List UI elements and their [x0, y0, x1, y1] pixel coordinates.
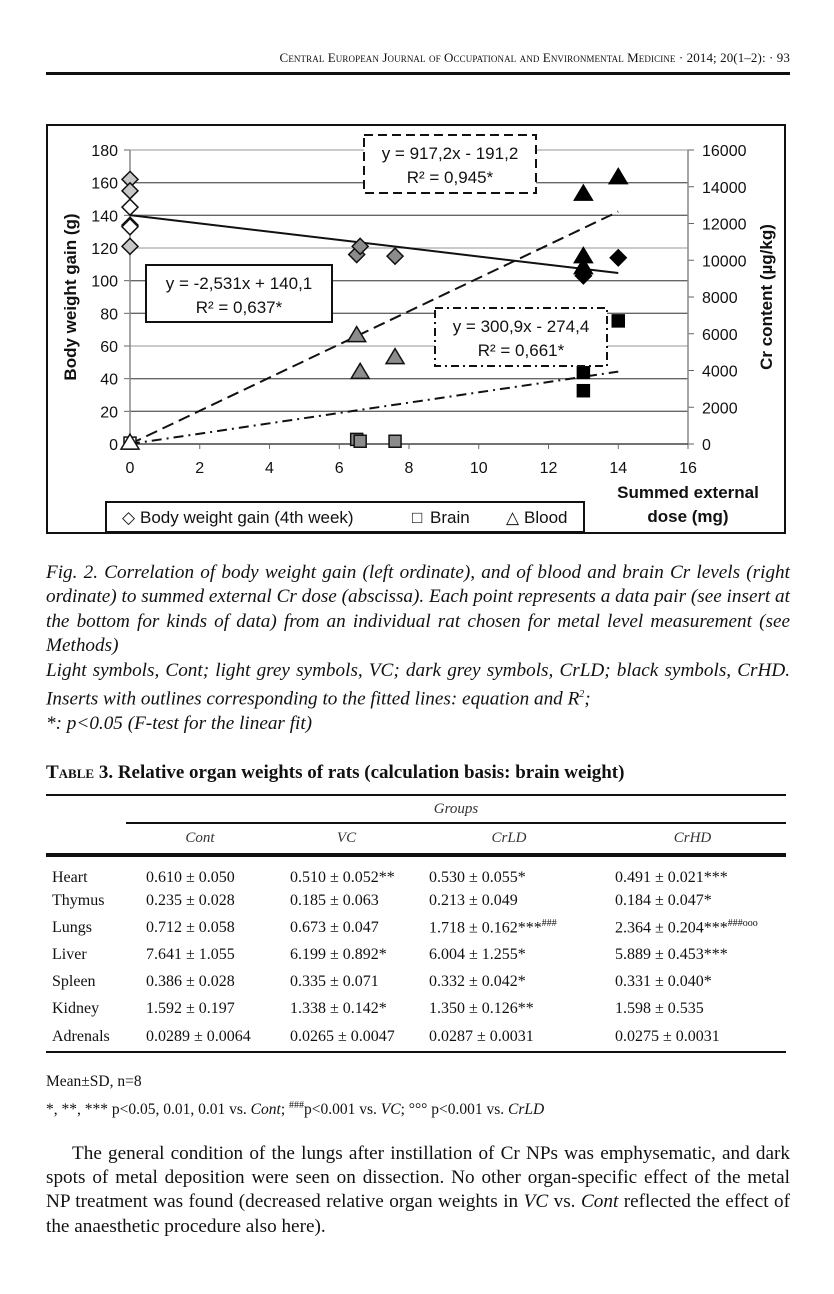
- cell-value: 0.332 ± 0.042*: [429, 972, 526, 990]
- legend-label: Body weight gain (4th week): [140, 508, 354, 527]
- scatter-chart: [48, 126, 784, 532]
- table-cell: [419, 914, 599, 941]
- data-point-brain: [389, 435, 401, 447]
- caption-symbols-text: Light symbols, Cont; light grey symbols, VC; dark grey symbols, CrLD; black symbols, CrHD. Inserts with outlines corresponding to the fitted lines: equation and R: [46, 659, 790, 710]
- table-cell: [126, 914, 274, 941]
- body-fit-label-r2: R² = 0,637*: [195, 298, 283, 317]
- y-left-tick-label: 40: [100, 371, 118, 389]
- legend-symbol-icon: ◇: [122, 508, 136, 527]
- legend-label: Blood: [524, 508, 568, 527]
- table-row: [46, 855, 786, 887]
- cell-value: 0.0289 ± 0.0064: [146, 1027, 251, 1045]
- table-cell: [419, 1022, 599, 1052]
- column-header-crhd: CrHD: [673, 830, 712, 846]
- x-tick-label: 6: [334, 460, 344, 477]
- data-point-brain: [577, 385, 589, 397]
- table-cell: [599, 855, 786, 887]
- note-text: p<0.001 vs.: [304, 1101, 381, 1119]
- table-cell: [419, 941, 599, 968]
- cell-value: 1.598 ± 0.535: [615, 999, 704, 1017]
- table-cell: [126, 887, 274, 914]
- y-left-tick-label: 180: [91, 143, 118, 160]
- cell-value: 0.712 ± 0.058: [146, 918, 235, 936]
- y-right-tick-label: 8000: [702, 290, 738, 307]
- blood-fit-label-equation: y = 917,2x - 191,2: [381, 144, 519, 163]
- cell-value: 7.641 ± 1.055: [146, 945, 235, 963]
- figure-2: [46, 124, 786, 534]
- table-cell: [126, 995, 274, 1022]
- table-cell: [126, 941, 274, 968]
- cell-value: 0.184 ± 0.047*: [615, 891, 712, 909]
- cell-value: 0.673 ± 0.047: [290, 918, 379, 936]
- table-cell: [599, 941, 786, 968]
- note-mean-sd: Mean±SD, n=8: [46, 1073, 142, 1090]
- x-tick-label: 2: [195, 460, 205, 477]
- table-cell: [126, 1022, 274, 1052]
- x-tick-label: 4: [265, 460, 274, 477]
- table-row: [46, 968, 786, 995]
- text: reflected the effect of the anaesthetic procedure also here).: [46, 1191, 791, 1237]
- table-cell: [274, 968, 419, 995]
- y-right-tick-label: 14000: [702, 179, 747, 197]
- note-vc: VC: [380, 1101, 401, 1119]
- cell-value: 0.213 ± 0.049: [429, 891, 518, 909]
- body-paragraph: [46, 1142, 790, 1239]
- y-left-axis-label: Body weight gain (g): [61, 213, 80, 381]
- cell-value: 0.491 ± 0.021***: [615, 869, 728, 886]
- table-cell: [599, 887, 786, 914]
- caption-semicolon: ;: [584, 688, 591, 710]
- table-cell: [599, 1022, 786, 1052]
- cell-value: 1.718 ± 0.162***: [429, 919, 542, 937]
- table-label: Table 3.: [46, 762, 114, 783]
- text-vc: VC: [523, 1191, 549, 1213]
- caption-sup: 2: [579, 689, 585, 701]
- y-right-tick-label: 2000: [702, 400, 738, 418]
- header-rule: [46, 72, 790, 75]
- text: The general condition of the lungs after instillation of Cr NPs was emphysematic, and dark spots of metal deposition were seen on dissection. No other organ-specific effect of the metal NP treatment was found (decreased relative organ weights in: [46, 1143, 790, 1213]
- caption-significance: *: p<0.05 (F-test for the linear fit): [46, 712, 313, 734]
- y-left-tick-label: 120: [91, 241, 118, 258]
- note-text: ;: [280, 1101, 289, 1119]
- y-right-tick-label: 12000: [702, 216, 747, 234]
- organ-name: Adrenals: [52, 1027, 110, 1045]
- table-cell: [419, 968, 599, 995]
- cell-value: 0.610 ± 0.050: [146, 869, 235, 886]
- text-cont: Cont: [580, 1191, 619, 1213]
- x-tick-label: 16: [679, 460, 697, 477]
- cell-value: 0.335 ± 0.071: [290, 972, 379, 990]
- table-cell: [126, 855, 274, 887]
- x-axis-label: Summed external: [617, 483, 759, 502]
- citation: · 2014; 20(1–2): · 93: [678, 50, 790, 65]
- organ-name: Liver: [52, 945, 87, 963]
- y-left-tick-label: 20: [100, 404, 118, 422]
- data-point-blood: [351, 363, 369, 378]
- cell-value: 1.592 ± 0.197: [146, 999, 235, 1017]
- caption-symbols: [46, 659, 790, 712]
- table-title-text: Relative organ weights of rats (calculation basis: brain weight): [113, 762, 625, 783]
- y-right-tick-label: 16000: [702, 143, 747, 160]
- table-row: [46, 941, 786, 968]
- table-cell: [274, 941, 419, 968]
- text: vs.: [548, 1191, 581, 1213]
- cell-value: 0.0265 ± 0.0047: [290, 1027, 395, 1045]
- caption-main: Fig. 2. Correlation of body weight gain (left ordinate), and of blood and brain Cr levels (right ordinate) to summed external Cr dose (abscissa). Each point represents a data pair (see insert at the bottom for kinds of data) from an individual rat chosen for metal level measurement (see Methods): [46, 562, 790, 657]
- cell-value: 6.004 ± 1.255*: [429, 945, 526, 963]
- y-left-tick-label: 160: [91, 175, 118, 193]
- y-left-tick-label: 100: [91, 273, 118, 291]
- table-title: [46, 762, 624, 784]
- table-cell: [599, 995, 786, 1022]
- figure-caption: [46, 561, 790, 736]
- table-cell: [274, 855, 419, 887]
- cell-value: 0.0275 ± 0.0031: [615, 1027, 720, 1045]
- legend-symbol-icon: □: [412, 508, 423, 527]
- y-right-tick-label: 4000: [702, 363, 738, 381]
- column-header-crld: CrLD: [491, 830, 527, 846]
- table-cell: [274, 914, 419, 941]
- table-notes: [46, 1070, 790, 1122]
- cell-value: 1.338 ± 0.142*: [290, 999, 387, 1017]
- x-tick-label: 0: [125, 460, 135, 477]
- organ-weights-table: [46, 794, 786, 1053]
- data-point-brain: [577, 366, 589, 378]
- table-row: [46, 1022, 786, 1052]
- table-cell: [419, 887, 599, 914]
- cell-value: 6.199 ± 0.892*: [290, 945, 387, 963]
- table-row: [46, 887, 786, 914]
- cell-superscript: ###: [541, 917, 557, 929]
- x-tick-label: 14: [609, 460, 628, 477]
- y-left-tick-label: 80: [100, 306, 118, 324]
- table-cell: [419, 995, 599, 1022]
- y-left-tick-label: 60: [100, 339, 118, 356]
- data-point-body-weight: [122, 238, 138, 254]
- fit-line-dashdot: [130, 372, 618, 444]
- blood-fit-label-r2: R² = 0,945*: [406, 168, 494, 187]
- x-axis-label: dose (mg): [647, 507, 729, 526]
- data-point-blood: [386, 349, 404, 364]
- table-cell: [599, 914, 786, 941]
- cell-superscript: ###ooo: [727, 917, 758, 929]
- brain-fit-label-equation: y = 300,9x - 274,4: [452, 317, 590, 336]
- data-point-body-weight: [387, 248, 403, 264]
- paragraph: [46, 1142, 790, 1239]
- data-point-body-weight: [610, 250, 626, 266]
- organ-name: Spleen: [52, 972, 96, 990]
- note-hash: ###: [289, 1100, 304, 1111]
- body-fit-label-equation: y = -2,531x + 140,1: [165, 274, 313, 293]
- running-header: [46, 50, 790, 66]
- cell-value: 0.510 ± 0.052**: [290, 869, 395, 886]
- column-header-cont: Cont: [185, 830, 215, 846]
- organ-name: Thymus: [52, 891, 105, 909]
- journal-name: Central European Journal of Occupational and Environmental Medicine: [279, 50, 676, 65]
- cell-value: 0.530 ± 0.055*: [429, 869, 526, 886]
- data-point-brain: [354, 435, 366, 447]
- cell-value: 2.364 ± 0.204***: [615, 919, 728, 937]
- cell-value: 1.350 ± 0.126**: [429, 999, 534, 1017]
- cell-value: 0.235 ± 0.028: [146, 891, 235, 909]
- y-left-tick-label: 0: [109, 437, 118, 454]
- data-point-body-weight: [122, 219, 138, 235]
- table-cell: [599, 968, 786, 995]
- data-point-body-weight: [122, 199, 138, 215]
- cell-value: 0.386 ± 0.028: [146, 972, 235, 990]
- x-tick-label: 12: [539, 460, 558, 477]
- organ-name: Heart: [52, 869, 88, 886]
- note-crld: CrLD: [508, 1101, 545, 1119]
- x-tick-label: 8: [404, 460, 414, 477]
- data-point-body-weight: [122, 183, 138, 199]
- groups-header: Groups: [126, 795, 786, 823]
- note-significance: [46, 1094, 790, 1122]
- y-right-tick-label: 0: [702, 437, 711, 454]
- brain-fit-label-r2: R² = 0,661*: [477, 341, 565, 360]
- table-row: [46, 995, 786, 1022]
- table-cell: [274, 995, 419, 1022]
- cell-value: 0.331 ± 0.040*: [615, 972, 712, 990]
- organ-name: Lungs: [52, 918, 92, 936]
- y-left-tick-label: 140: [91, 208, 118, 226]
- legend-label: Brain: [430, 508, 470, 527]
- cell-value: 5.889 ± 0.453***: [615, 945, 728, 963]
- table-cell: [419, 855, 599, 887]
- note-text: *, **, *** p<0.05, 0.01, 0.01 vs.: [46, 1101, 251, 1119]
- table-cell: [274, 1022, 419, 1052]
- column-header-vc: VC: [336, 830, 357, 846]
- x-tick-label: 10: [469, 460, 488, 477]
- cell-value: 0.0287 ± 0.0031: [429, 1027, 534, 1045]
- data-point-blood: [609, 169, 627, 184]
- data-point-blood: [574, 185, 592, 200]
- table-cell: [126, 968, 274, 995]
- table-row: [46, 914, 786, 941]
- table-cell: [274, 887, 419, 914]
- legend-symbol-icon: △: [506, 508, 520, 527]
- note-cont: Cont: [250, 1101, 281, 1119]
- data-point-brain: [612, 315, 624, 327]
- y-right-tick-label: 6000: [702, 326, 738, 344]
- y-right-tick-label: 10000: [702, 253, 747, 271]
- cell-value: 0.185 ± 0.063: [290, 891, 379, 909]
- organ-name: Kidney: [52, 999, 100, 1017]
- y-right-axis-label: Cr content (µg/kg): [757, 224, 776, 370]
- note-text: ; °°° p<0.001 vs.: [400, 1101, 509, 1119]
